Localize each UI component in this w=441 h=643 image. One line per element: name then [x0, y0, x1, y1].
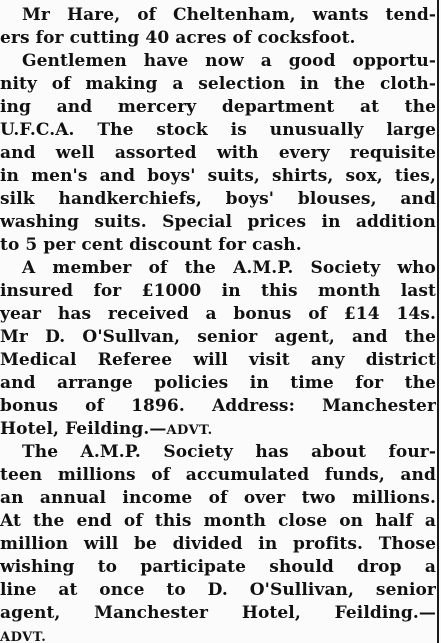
text-line: bonus of 1896. Address: Manchester: [0, 396, 436, 416]
paragraph-amp-bonus: [0, 257, 436, 441]
paragraph-hare-tenders: [0, 4, 436, 50]
text-line: Mr D. O'Sullvan, senior agent, and the: [0, 327, 436, 347]
text-line: nity of making a selection in the cloth-: [0, 74, 436, 94]
text-line: The A.M.P. Society has about four-: [22, 442, 436, 462]
text-line: Medical Referee will visit any district: [0, 350, 436, 370]
text-line: Mr Hare, of Cheltenham, wants tend-: [22, 5, 436, 25]
text-line: A member of the A.M.P. Society who: [22, 258, 436, 278]
text-line: and arrange policies in time for the: [0, 373, 436, 393]
text-line: [0, 418, 436, 441]
text-line: ers for cutting 40 acres of cocksfoot.: [0, 28, 356, 48]
advt-signature: ADVT.: [166, 423, 213, 438]
news-column: [0, 4, 436, 643]
text-line: in men's and boys' suits, shirts, sox, ties,: [0, 166, 436, 186]
text-line-tail: Hotel, Feilding.—: [0, 419, 167, 439]
text-line: insured for £1000 in this month last: [0, 281, 436, 301]
text-line: to 5 per cent discount for cash.: [0, 235, 302, 255]
text-line: million will be divided in profits. Those: [0, 534, 436, 554]
text-line: line at once to D. O'Sullivan, senior: [0, 580, 436, 600]
text-line: and well assorted with every requisite: [0, 143, 436, 163]
text-line: ing and mercery department at the: [0, 97, 436, 117]
text-line: Gentlemen have now a good opportu-: [22, 51, 436, 71]
advt-signature: ADVT.: [0, 630, 47, 643]
text-line: wishing to participate should drop a: [0, 557, 436, 577]
text-line: washing suits. Special prices in addition: [0, 212, 436, 232]
text-line: an annual income of over two millions.: [0, 488, 436, 508]
text-line: silk handkerchiefs, boys' blouses, and: [0, 189, 436, 209]
text-line: teen millions of accumulated funds, and: [0, 465, 436, 485]
paragraph-ufca-clothing: [0, 50, 436, 257]
text-line: U.F.C.A. The stock is unusually large: [0, 120, 436, 140]
paragraph-amp-funds: [0, 441, 436, 643]
text-line: [0, 625, 436, 643]
text-line: At the end of this month close on half a: [0, 511, 436, 531]
text-line: year has received a bonus of £14 14s.: [0, 304, 436, 324]
column-rule: [437, 0, 439, 643]
text-line: agent, Manchester Hotel, Feilding.—: [0, 603, 436, 623]
